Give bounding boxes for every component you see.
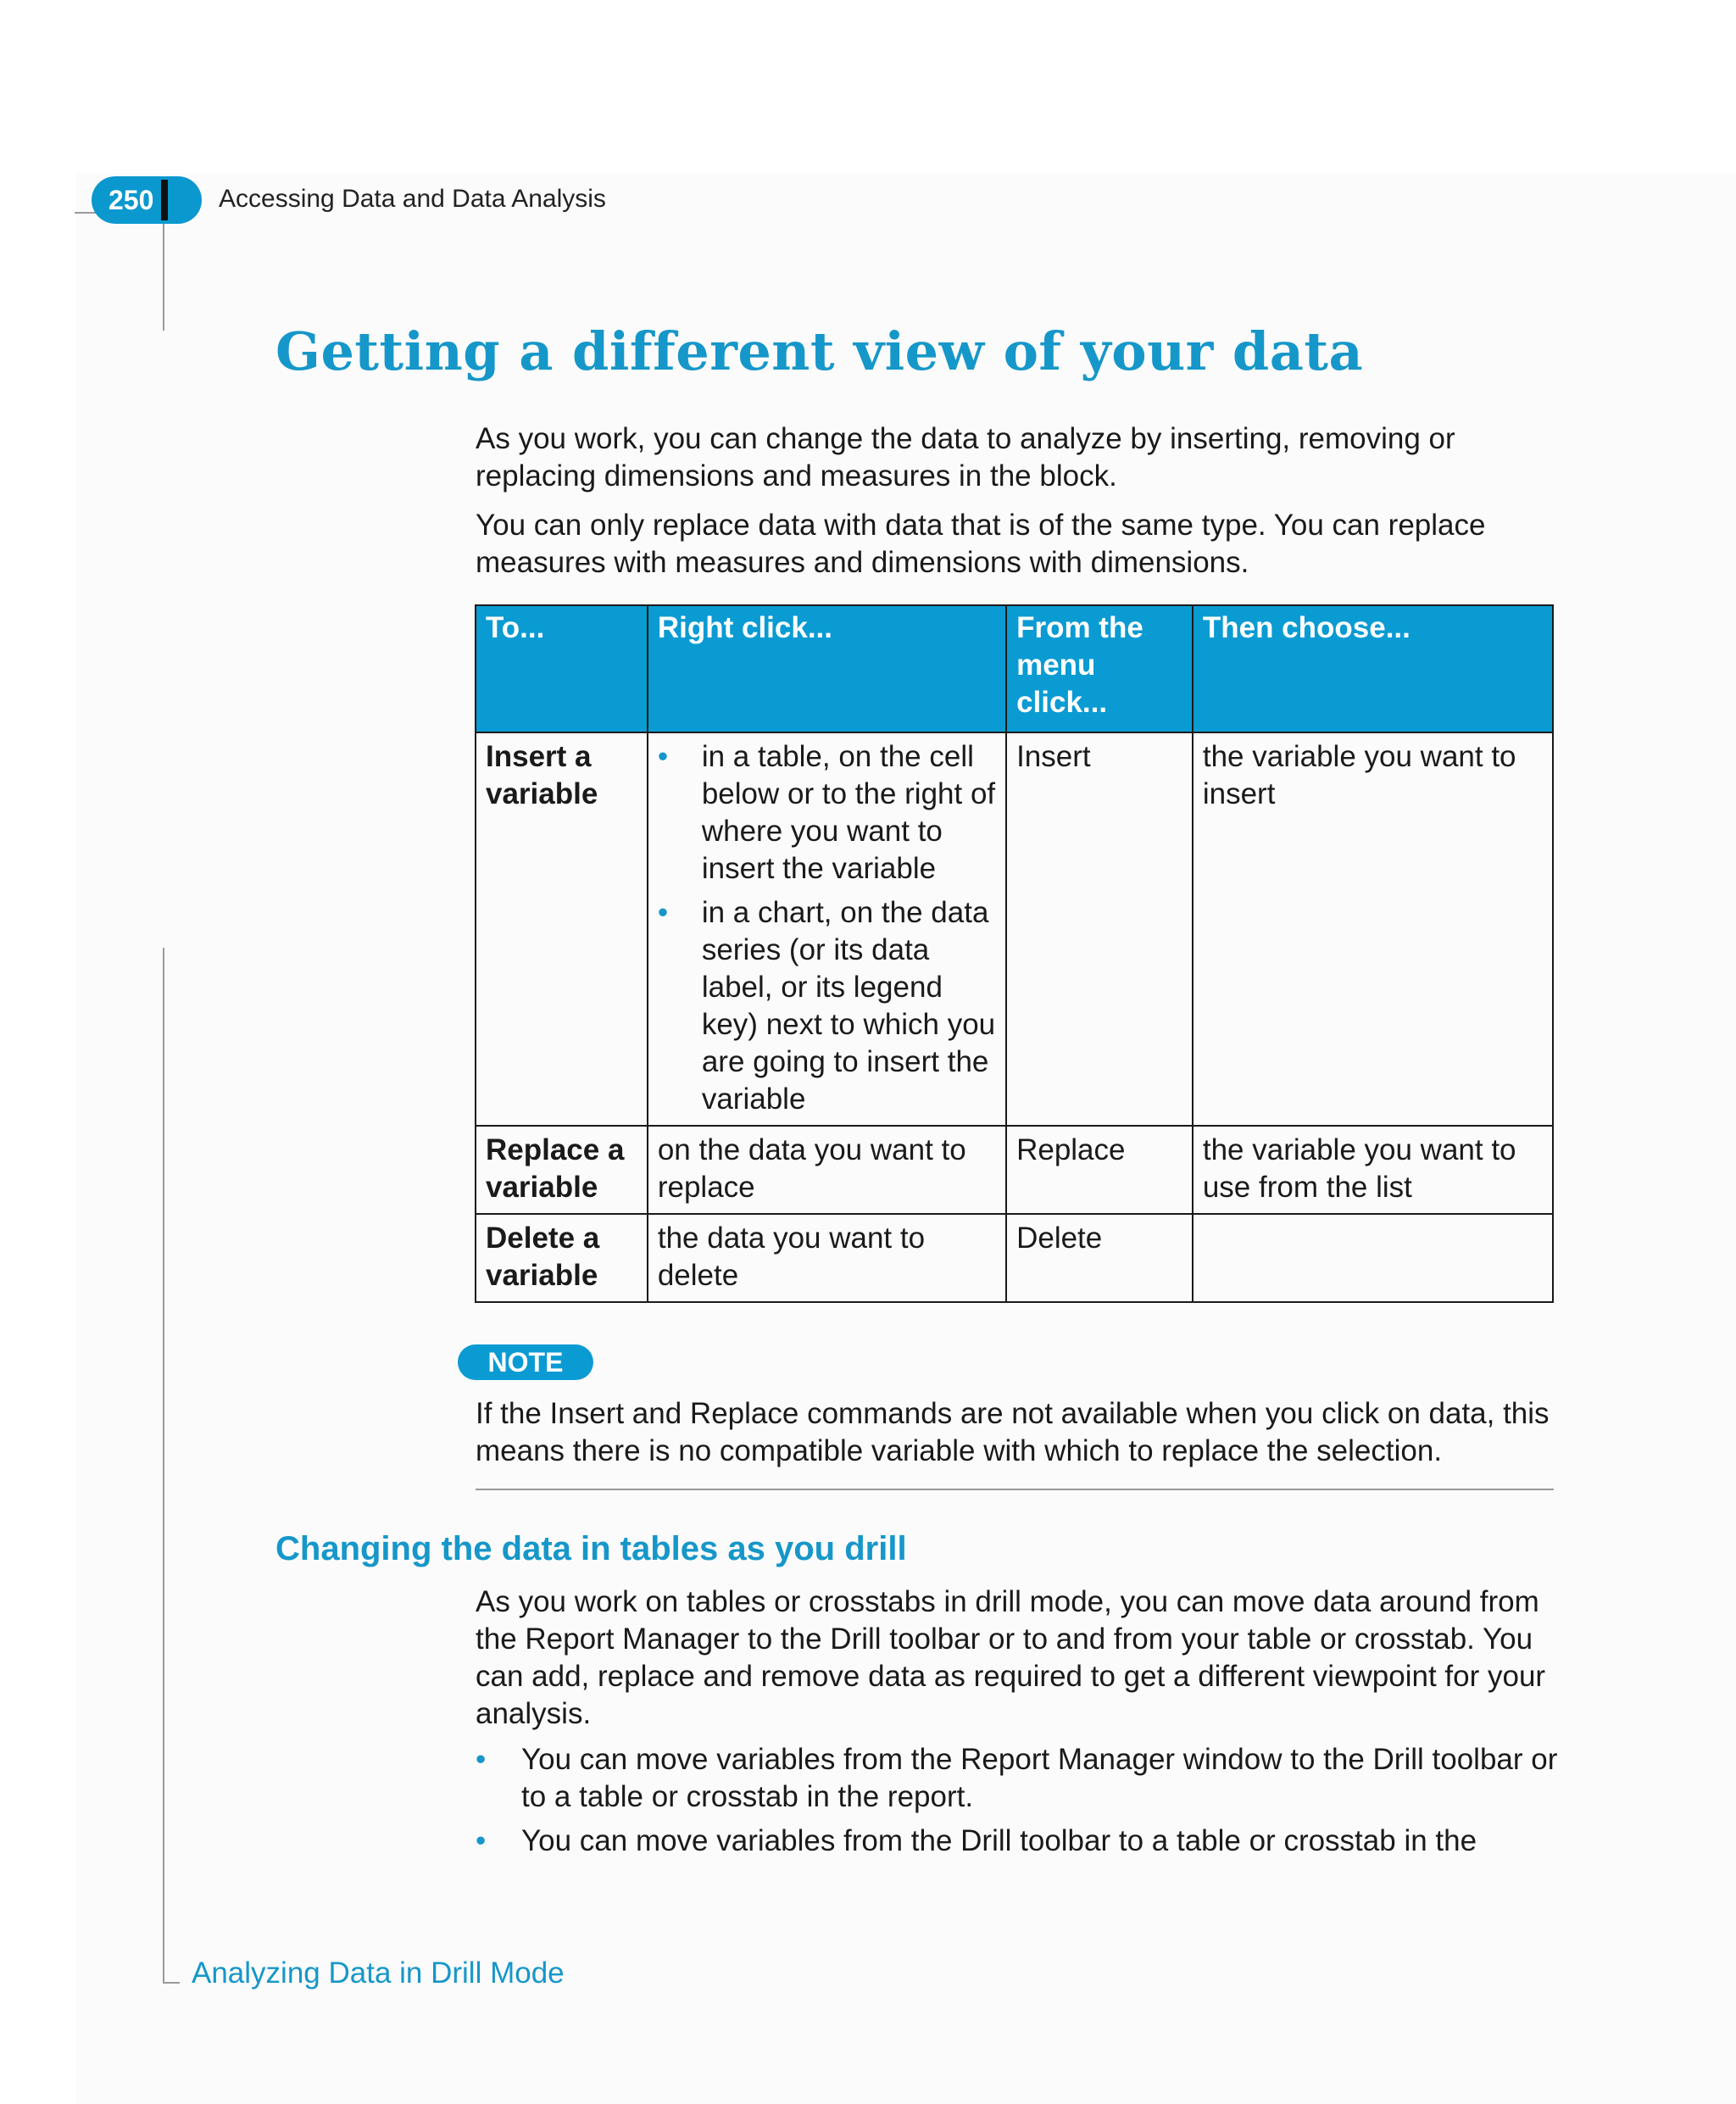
section-title: Getting a different view of your data	[275, 320, 1364, 382]
list-item-text: in a table, on the cell below or to the right of where you want to insert the variable	[701, 740, 996, 885]
table-header-choose: Then choose...	[1193, 605, 1553, 732]
list-item	[476, 1741, 1561, 1816]
subsection-paragraph: As you work on tables or crosstabs in drill mode, you can move data around from the Report Manager to the Drill toolbar or to and from your table or crosstab. You can add, replace and remove data as required to get a different viewpoint for your analysis.	[476, 1585, 1546, 1730]
table-cell-menu: Insert	[1006, 732, 1193, 1126]
table-cell-right-click: the data you want to delete	[648, 1214, 1006, 1302]
actions-table	[475, 604, 1554, 1303]
table-header-row	[476, 605, 1553, 732]
table-cell-choose: the variable you want to insert	[1193, 732, 1553, 1126]
subsection-title: Changing the data in tables as you drill	[275, 1530, 907, 1567]
table-row	[476, 1126, 1553, 1214]
intro-paragraph-1: As you work, you can change the data to analyze by inserting, removing or replacing dimensions and measures in the block.	[476, 422, 1455, 493]
right-click-list	[658, 738, 997, 1118]
subsection-bullet-list	[476, 1741, 1561, 1867]
table-cell-choose: the variable you want to use from the list	[1193, 1126, 1553, 1214]
list-item	[658, 738, 997, 888]
table-cell-action: Delete a variable	[476, 1214, 648, 1302]
bullet-icon: •	[476, 1743, 487, 1776]
page-number-marker	[161, 180, 168, 220]
list-item-text: in a chart, on the data series (or its data label, or its legend key) next to which you are going to insert the variable	[701, 896, 996, 1116]
table-row	[476, 1214, 1553, 1302]
note-text: If the Insert and Replace commands are not available when you click on data, this means there is no compatible variable with which to replace the selection.	[476, 1397, 1550, 1467]
table-cell-right-click: on the data you want to replace	[648, 1126, 1006, 1214]
table-cell-right-click	[648, 732, 1006, 1126]
table-cell-action: Insert a variable	[476, 732, 648, 1126]
list-item	[476, 1823, 1561, 1860]
footer-rule	[163, 1982, 180, 1984]
list-item-text: You can move variables from the Report Manager window to the Drill toolbar or to a table or crosstab in the report.	[521, 1743, 1558, 1813]
chapter-footer: Analyzing Data in Drill Mode	[192, 1956, 565, 1990]
running-head: Accessing Data and Data Analysis	[219, 185, 606, 213]
page-number: 250	[108, 185, 154, 215]
table-header-right-click: Right click...	[648, 605, 1006, 732]
intro-paragraph-2: You can only replace data with data that is of the same type. You can replace measures with measures and dimensions with dimensions.	[476, 509, 1486, 579]
margin-line-bottom	[163, 948, 164, 1984]
note-divider	[476, 1489, 1554, 1490]
bullet-icon: •	[476, 1824, 487, 1857]
bullet-icon: •	[657, 896, 669, 929]
note-badge: NOTE	[458, 1344, 593, 1380]
list-item	[658, 894, 997, 1118]
table-cell-action: Replace a variable	[476, 1126, 648, 1214]
table-cell-choose	[1193, 1214, 1553, 1302]
list-item-text: You can move variables from the Drill toolbar to a table or crosstab in the	[521, 1824, 1477, 1857]
table-header-to: To...	[476, 605, 648, 732]
table-cell-menu: Delete	[1006, 1214, 1193, 1302]
bullet-icon: •	[657, 740, 669, 773]
table-cell-menu: Replace	[1006, 1126, 1193, 1214]
table-header-menu: From the menu click...	[1006, 605, 1193, 732]
table-row	[476, 732, 1553, 1126]
